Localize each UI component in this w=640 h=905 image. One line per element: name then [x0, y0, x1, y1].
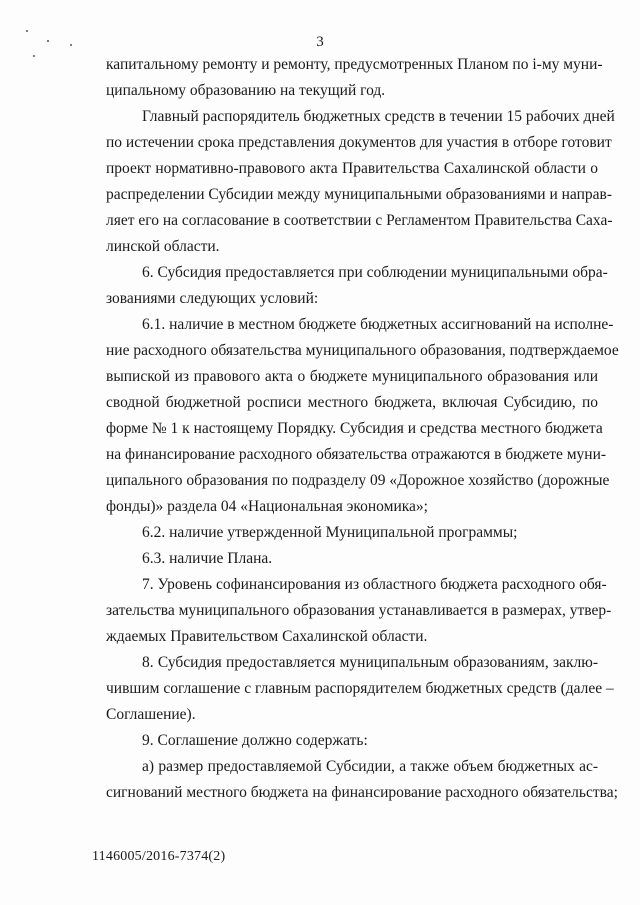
text-line: ципальному образованию на текущий год. [106, 82, 386, 99]
text-line: Главный распорядитель бюджетных средств в течении 15 рабочих дней [142, 108, 615, 125]
text-line: 7. Уровень софинансирования из областного бюджета расходного обя- [142, 576, 607, 593]
text-line: чившим соглашение с главным распорядителем бюджетных средств (далее – [106, 680, 614, 697]
text-line: фонды)» раздела 04 «Национальная экономика»; [106, 498, 428, 515]
text-line: 6. Субсидия предоставляется при соблюдении муниципальными обра- [142, 264, 608, 281]
scan-speck [26, 30, 28, 32]
text-line: ципального образования по подразделу 09 «Дорожное хозяйство (дорожные [106, 472, 610, 489]
text-line: распределении Субсидии между муниципальными образованиями и направ- [106, 186, 613, 203]
text-line: сводной бюджетной росписи местного бюджета, включая Субсидию, по [106, 394, 598, 411]
text-line: ляет его на согласование в соответствии с Регламентом Правительства Саха- [106, 212, 613, 229]
text-line: 6.3. наличие Плана. [142, 550, 273, 567]
text-line: Соглашение). [106, 706, 196, 723]
page-number: 3 [316, 34, 324, 50]
text-line: зательства муниципального образования устанавливается в размерах, утвер- [106, 602, 612, 619]
text-line: 6.2. наличие утвержденной Муниципальной программы; [142, 524, 518, 541]
scan-speck [33, 55, 35, 57]
text-line: на финансирование расходного обязательства отражаются в бюджете муни- [106, 446, 607, 463]
text-line: линской области. [106, 238, 220, 255]
text-line: ние расходного обязательства муниципального образования, подтверждаемое [106, 342, 619, 359]
text-line: форме № 1 к настоящему Порядку. Субсидия и средства местного бюджета [106, 420, 603, 437]
text-line: зованиями следующих условий: [106, 290, 319, 307]
text-line: а) размер предоставляемой Субсидии, а также объем бюджетных ас- [142, 758, 598, 775]
text-line: 6.1. наличие в местном бюджете бюджетных ассигнований на исполне- [142, 316, 614, 333]
text-line: по истечении срока представления документов для участия в отборе готовит [106, 134, 612, 151]
text-line: выпиской из правового акта о бюджете муниципального образования или [106, 368, 598, 385]
text-line: ждаемых Правительством Сахалинской области. [106, 628, 428, 645]
text-line: проект нормативно-правового акта Правительства Сахалинской области о [106, 160, 598, 177]
text-line: капитальному ремонту и ремонту, предусмотренных Планом по i-му муни- [106, 56, 603, 73]
text-line: 8. Субсидия предоставляется муниципальным образованиям, заклю- [142, 654, 598, 671]
document-code: 1146005/2016-7374(2) [92, 849, 226, 864]
text-line: сигнований местного бюджета на финансирование расходного обязательства; [106, 784, 618, 801]
text-line: 9. Соглашение должно содержать: [142, 732, 368, 749]
